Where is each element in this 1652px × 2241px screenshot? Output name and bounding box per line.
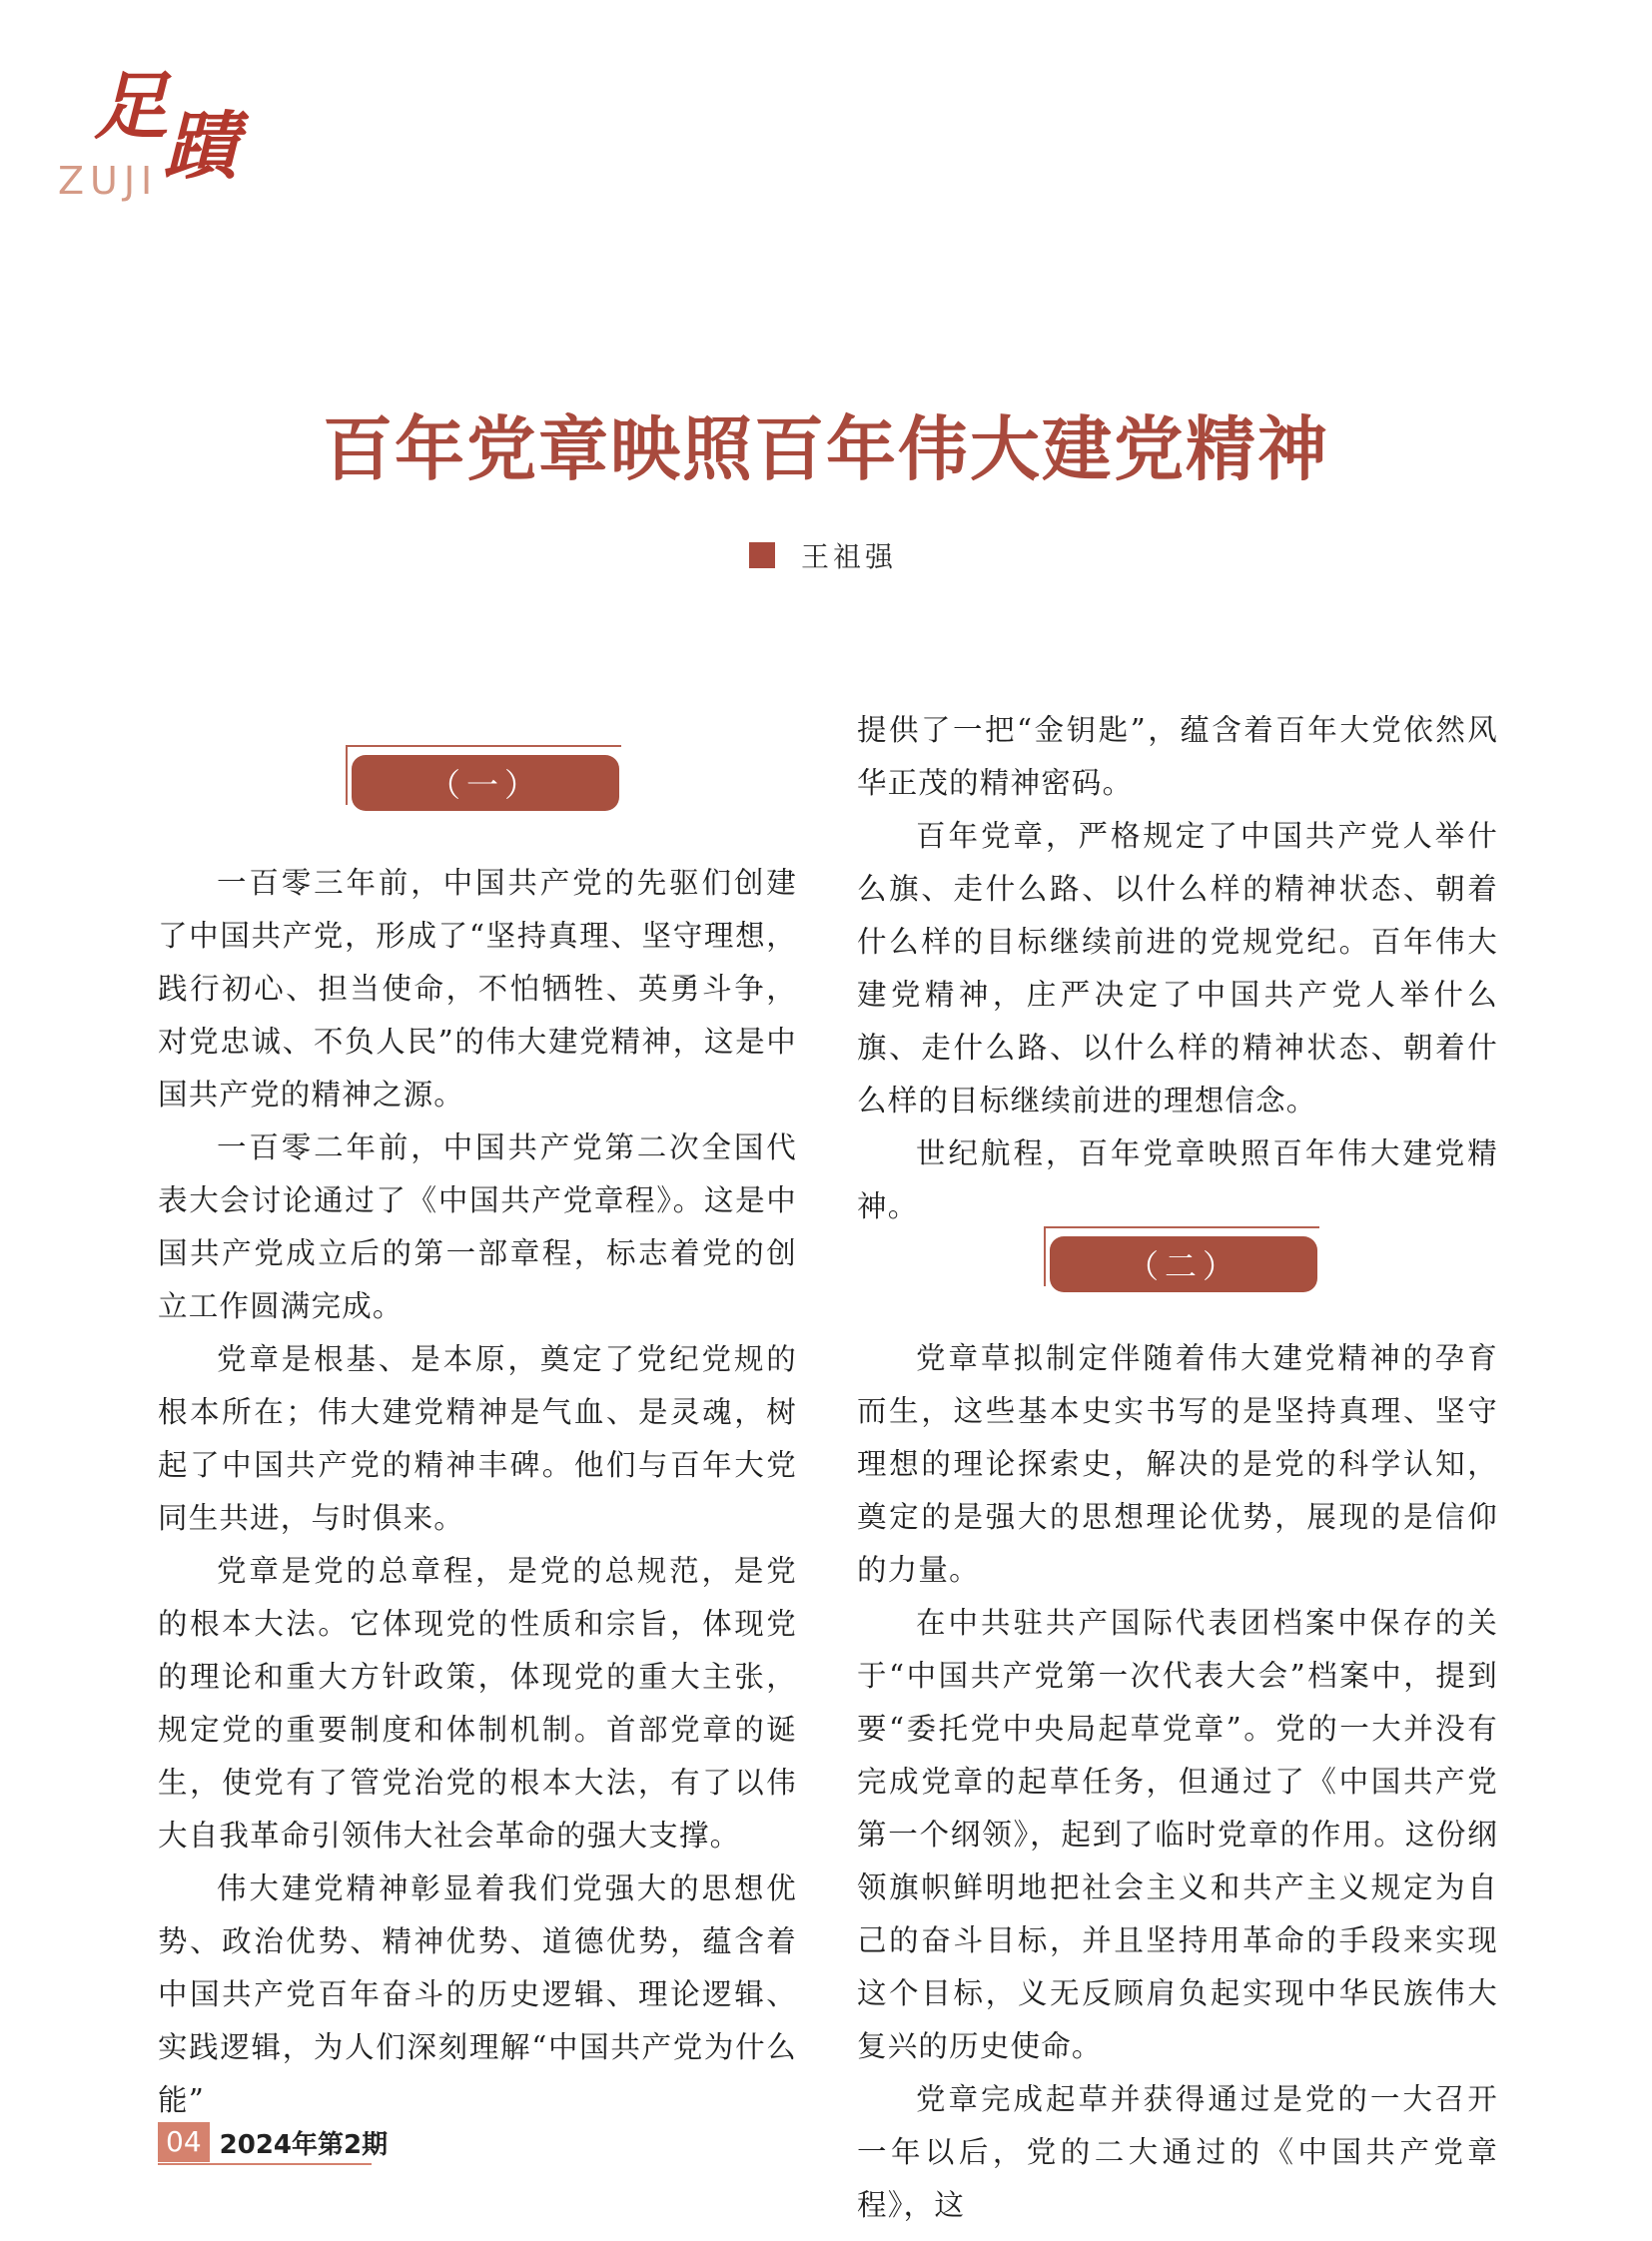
paragraph: 党章草拟制定伴随着伟大建党精神的孕育而生，这些基本史实书写的是坚持真理、坚守理想的理论探索史，解决的是党的科学认知，奠定的是强大的思想理论优势，展现的是信仰的力量。 xyxy=(857,1341,1498,1587)
paragraph: 党章完成起草并获得通过是党的一大召开一年以后，党的二大通过的《中国共产党章程》，这 xyxy=(857,2082,1498,2222)
section-label-1: （一） xyxy=(352,755,619,811)
byline-square-icon xyxy=(749,542,775,568)
paragraph-continued: 提供了一把“金钥匙”，蕴含着百年大党依然风华正茂的精神密码。 xyxy=(857,713,1498,800)
paragraph: 百年党章，严格规定了中国共产党人举什么旗、走什么路、以什么样的精神状态、朝着什么样的目标继续前进的党规党纪。百年伟大建党精神，庄严决定了中国共产党人举什么旗、走什么路、以什么样的精神状态、朝着什么样的目标继续前进的理想信念。 xyxy=(857,819,1498,1118)
issue-label: 2024年第2期 xyxy=(219,2129,389,2160)
footer-divider xyxy=(158,2163,372,2165)
paragraph: 世纪航程，百年党章映照百年伟大建党精神。 xyxy=(857,1136,1498,1223)
section-frame-line xyxy=(1044,1226,1319,1228)
author-name: 王祖强 xyxy=(801,540,898,573)
section-header-1 xyxy=(352,745,621,811)
paragraph: 党章是党的总章程，是党的总规范，是党的根本大法。它体现党的性质和宗旨，体现党的理论和重大方针政策，体现党的重大主张，规定党的重要制度和体制机制。首部党章的诞生，使党有了管党治党的根本大法，有了以伟大自我革命引领伟大社会革命的强大支撑。 xyxy=(158,1554,797,1853)
left-column xyxy=(158,857,797,2127)
section-frame-line xyxy=(346,745,348,805)
right-column-bottom xyxy=(857,1332,1498,2232)
section-frame-line xyxy=(1044,1226,1046,1286)
byline xyxy=(749,535,897,575)
paragraph: 一百零三年前，中国共产党的先驱们创建了中国共产党，形成了“坚持真理、坚守理想，践行初心、担当使命，不怕牺牲、英勇斗争，对党忠诚、不负人民”的伟大建党精神，这是中国共产党的精神之源。 xyxy=(158,866,797,1112)
section-label-2: （二） xyxy=(1050,1236,1317,1292)
page-footer xyxy=(158,2122,388,2162)
logo-char-2: 蹟 xyxy=(164,104,238,190)
section-frame-line xyxy=(346,745,621,747)
logo-char-1: 足 xyxy=(94,64,168,150)
page-number: 04 xyxy=(158,2122,210,2162)
paragraph: 一百零二年前，中国共产党第二次全国代表大会讨论通过了《中国共产党章程》。这是中国共产党成立后的第一部章程，标志着党的创立工作圆满完成。 xyxy=(158,1130,797,1323)
section-header-2 xyxy=(1050,1226,1319,1292)
logo-latin: ZUJI xyxy=(58,159,159,203)
paragraph: 党章是根基、是本原，奠定了党纪党规的根本所在；伟大建党精神是气血、是灵魂，树起了中国共产党的精神丰碑。他们与百年大党同生共进，与时俱来。 xyxy=(158,1342,797,1535)
magazine-logo xyxy=(58,64,248,203)
article-title: 百年党章映照百年伟大建党精神 xyxy=(323,407,1329,490)
right-column-top xyxy=(857,704,1498,1233)
paragraph: 在中共驻共产国际代表团档案中保存的关于“中国共产党第一次代表大会”档案中，提到要“委托党中央局起草党章”。党的一大并没有完成党章的起草任务，但通过了《中国共产党第一个纲领》，起到了临时党章的作用。这份纲领旗帜鲜明地把社会主义和共产主义规定为自己的奋斗目标，并且坚持用革命的手段来实现这个目标，义无反顾肩负起实现中华民族伟大复兴的历史使命。 xyxy=(857,1606,1498,2063)
paragraph: 伟大建党精神彰显着我们党强大的思想优势、政治优势、精神优势、道德优势，蕴含着中国共产党百年奋斗的历史逻辑、理论逻辑、实践逻辑，为人们深刻理解“中国共产党为什么能” xyxy=(158,1871,797,2117)
